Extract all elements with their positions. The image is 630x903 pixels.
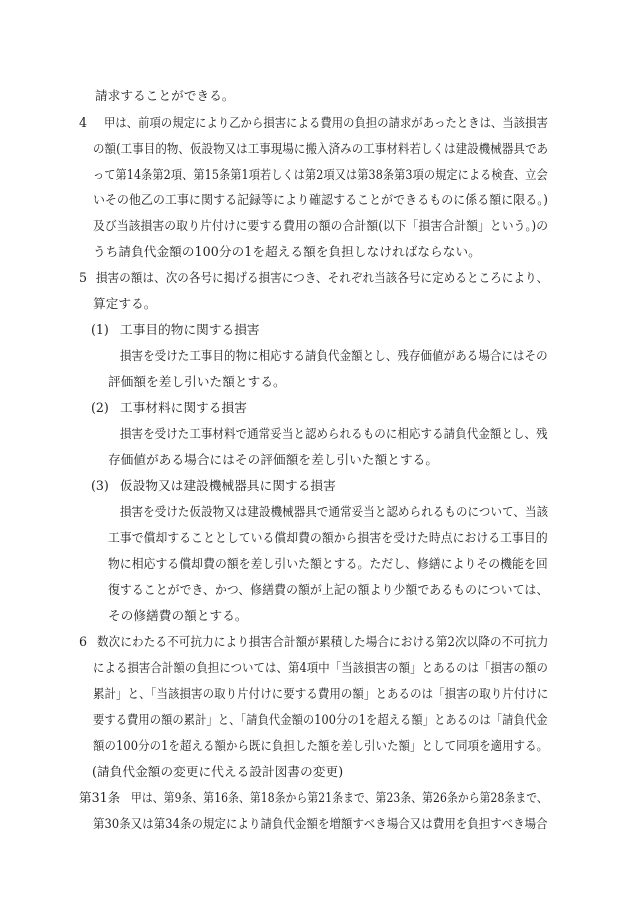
paragraph-4-line-2: の額(工事目的物、仮設物又は工事現場に搬入済みの工事材料若しくは建設機械器具であ — [93, 141, 549, 156]
item-3-line-4: 復することができ、かつ、修繕費の額が上記の額より少額であるものについては、 — [108, 582, 549, 597]
paragraph-4-line-5: 及び当該損害の取り片付けに要する費用の額の合計額(以下「損害合計額」という。)の — [93, 218, 549, 233]
item-3-line-2: 工事で償却することとしている償却費の額から損害を受けた時点における工事目的 — [108, 530, 548, 545]
paragraph-6-line-5: 額の100分の1を超える額から既に負担した額を差し引いた額」として同項を適用する。 — [93, 738, 549, 753]
paragraph-5-line-1: 損害の額は、次の各号に掲げる損害につき、それぞれ当該各号に定めるところにより、 — [96, 270, 549, 285]
paragraph-4-line-3: って第14条第2項、第15条第1項若しくは第2項又は第38条第3項の規定による検査、立会 — [93, 167, 548, 182]
item-1-line-1: 損害を受けた工事目的物に相応する請負代金額とし、残存価値がある場合にはその — [120, 348, 548, 363]
paragraph-4-line-4: いその他乙の工事に関する記録等により確認することができるものに係る額に限る。) — [93, 192, 549, 207]
paragraph-6-number: 6 — [79, 634, 88, 649]
paragraph-6-line-3: 累計」と、「当該損害の取り片付けに要する費用の額」とあるのは「損害の取り片付けに — [93, 686, 549, 701]
paragraph-4-number: 4 — [79, 115, 88, 130]
paragraph-4-line-1: 甲は、前項の規定により乙から損害による費用の負担の請求があったときは、当該損害 — [104, 115, 548, 130]
article-31-label: 第31条 — [79, 790, 121, 805]
paragraph-4-line-6: うち請負代金額の100分の1を超える額を負担しなければならない。 — [93, 244, 481, 259]
item-2-line-1: 損害を受けた工事材料で通常妥当と認められるものに相応する請負代金額とし、残 — [120, 426, 548, 441]
article-31-line-1: 甲は、第9条、第16条、第18条から第21条まで、第23条、第26条から第28条まで、 — [131, 790, 548, 805]
paragraph-6-line-1: 数次にわたる不可抗力により損害合計額が累積した場合における第2次以降の不可抗力 — [97, 634, 549, 649]
item-3-line-3: 物に相応する償却費の額を差し引いた額とする。ただし、修繕によりその機能を回 — [108, 556, 548, 571]
paragraph-6-line-4: 要する費用の額の累計」と、「請負代金額の100分の1を超える額」とあるのは「請負代金 — [93, 712, 548, 727]
paragraph-5-number: 5 — [79, 270, 88, 285]
article-31-line-2: 第30条又は第34条の規定により請負代金額を増額すべき場合又は費用を負担すべき場合 — [93, 816, 548, 831]
item-3-title: 仮設物又は建設機械器具に関する損害 — [120, 478, 336, 493]
item-2-title: 工事材料に関する損害 — [120, 400, 247, 415]
paragraph-5-line-2: 算定する。 — [93, 296, 157, 311]
item-3-line-1: 損害を受けた仮設物又は建設機械器具で通常妥当と認められるものについて、当該 — [120, 504, 549, 519]
item-1-number: (1) — [91, 322, 109, 337]
item-1-title: 工事目的物に関する損害 — [120, 322, 260, 337]
paragraph-6-line-2: による損害合計額の負担については、第4項中「当該損害の額」とあるのは「損害の額の — [93, 660, 548, 675]
article-31-heading: (請負代金額の変更に代える設計図書の変更) — [92, 764, 344, 779]
item-3-line-5: その修繕費の額とする。 — [108, 608, 248, 623]
paragraph-3-continuation: 請求することができる。 — [95, 88, 235, 103]
item-3-number: (3) — [91, 478, 109, 493]
item-1-line-2: 評価額を差し引いた額とする。 — [108, 374, 286, 389]
item-2-line-2: 存価値がある場合にはその評価額を差し引いた額とする。 — [108, 452, 439, 467]
item-2-number: (2) — [91, 400, 109, 415]
